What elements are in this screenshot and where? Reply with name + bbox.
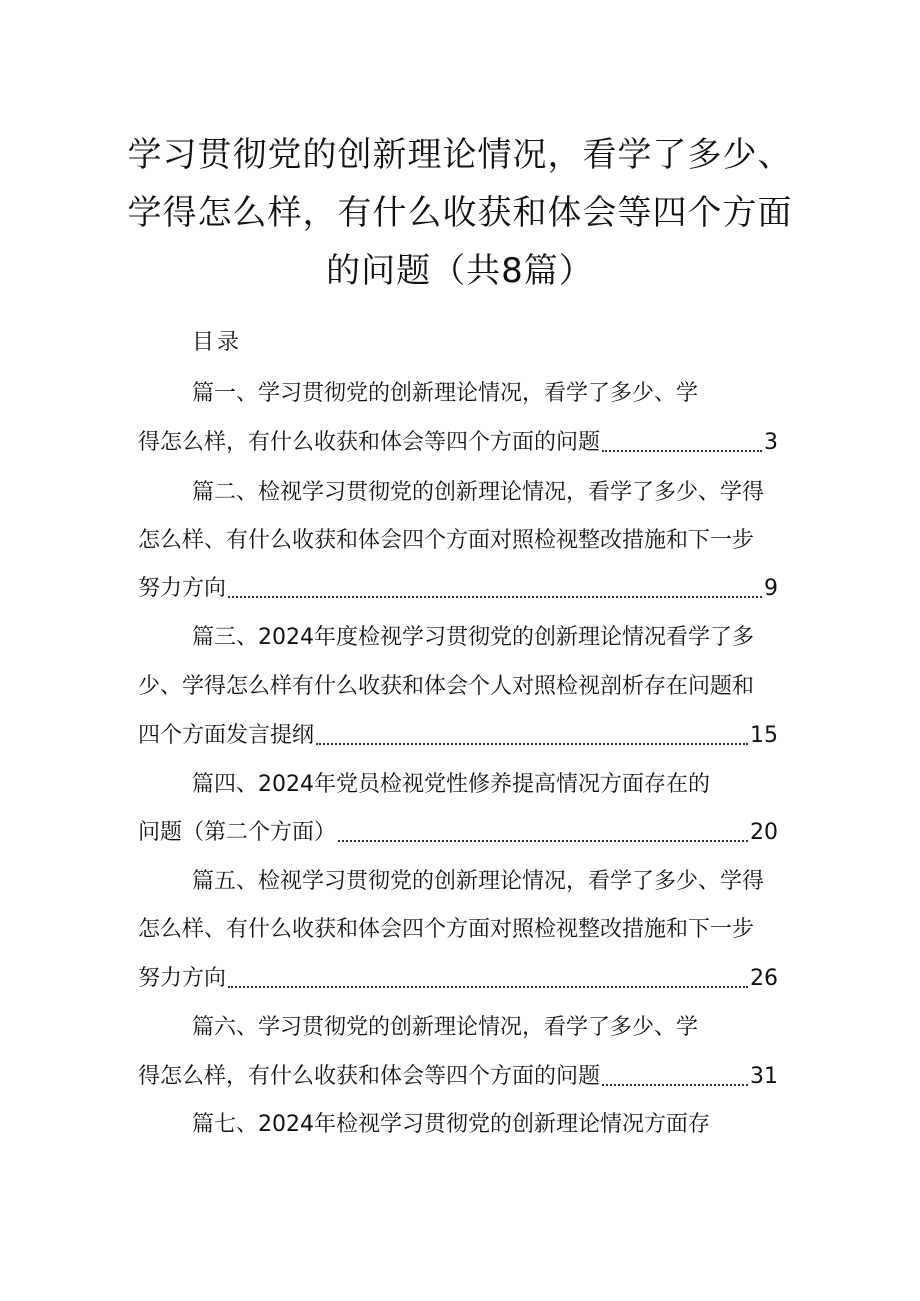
toc-entry-5-page: 26 bbox=[750, 966, 778, 991]
toc-leader-dots bbox=[316, 743, 748, 745]
toc-entry-5-last-line[interactable] bbox=[138, 962, 778, 996]
toc-entry-5-line-1: 篇五、检视学习贯彻党的创新理论情况，看学了多少、学得 bbox=[192, 869, 765, 894]
toc-entry-6-line-1: 篇六、学习贯彻党的创新理论情况，看学了多少、学 bbox=[192, 1015, 699, 1040]
toc-entry-6-text: 得怎么样，有什么收获和体会等四个方面的问题 bbox=[138, 1064, 601, 1089]
toc-entry-1-page: 3 bbox=[764, 430, 778, 455]
toc-leader-dots bbox=[228, 596, 762, 598]
toc-entry-2-line-1: 篇二、检视学习贯彻党的创新理论情况，看学了多少、学得 bbox=[192, 480, 765, 505]
document-title-line-2: 学得怎么样，有什么收获和体会等四个方面 bbox=[127, 193, 793, 233]
toc-entry-3-line-2: 少、学得怎么样有什么收获和体会个人对照检视剖析存在问题和 bbox=[138, 674, 755, 699]
toc-leader-dots bbox=[228, 986, 748, 988]
toc-entry-3-page: 15 bbox=[750, 723, 778, 748]
toc-entry-1-text: 得怎么样，有什么收获和体会等四个方面的问题 bbox=[138, 430, 601, 455]
toc-entry-1-last-line[interactable] bbox=[138, 426, 778, 460]
toc-leader-dots bbox=[602, 1084, 748, 1086]
toc-entry-2-last-line[interactable] bbox=[138, 572, 778, 606]
toc-entry-7-line-1: 篇七、2024年检视学习贯彻党的创新理论情况方面存 bbox=[192, 1112, 710, 1137]
toc-entry-4-last-line[interactable] bbox=[138, 816, 778, 850]
toc-entry-2-text: 努力方向 bbox=[138, 576, 227, 601]
toc-entry-4-page: 20 bbox=[750, 820, 778, 845]
toc-entry-1-line-1: 篇一、学习贯彻党的创新理论情况，看学了多少、学 bbox=[192, 381, 699, 406]
toc-leader-dots bbox=[338, 840, 748, 842]
toc-entry-3-line-1: 篇三、2024年度检视学习贯彻党的创新理论情况看学了多 bbox=[192, 625, 754, 650]
toc-entry-2-line-2: 怎么样、有什么收获和体会四个方面对照检视整改措施和下一步 bbox=[138, 528, 755, 553]
toc-entry-6-page: 31 bbox=[750, 1064, 778, 1089]
toc-entry-3-text: 四个方面发言提纲 bbox=[138, 723, 315, 748]
toc-entry-5-line-2: 怎么样、有什么收获和体会四个方面对照检视整改措施和下一步 bbox=[138, 917, 755, 942]
toc-entry-5-text: 努力方向 bbox=[138, 966, 227, 991]
toc-entry-4-line-1: 篇四、2024年党员检视党性修养提高情况方面存在的 bbox=[192, 772, 710, 797]
document-title-line-1: 学习贯彻党的创新理论情况，看学了多少、 bbox=[127, 135, 793, 175]
toc-heading: 目录 bbox=[192, 330, 243, 355]
toc-entry-3-last-line[interactable] bbox=[138, 719, 778, 753]
toc-entry-6-last-line[interactable] bbox=[138, 1060, 778, 1094]
toc-entry-4-text: 问题（第二个方面） bbox=[138, 820, 337, 845]
toc-leader-dots bbox=[602, 450, 762, 452]
toc-entry-2-page: 9 bbox=[764, 576, 778, 601]
document-title-line-3: 的问题（共8篇） bbox=[326, 251, 594, 291]
